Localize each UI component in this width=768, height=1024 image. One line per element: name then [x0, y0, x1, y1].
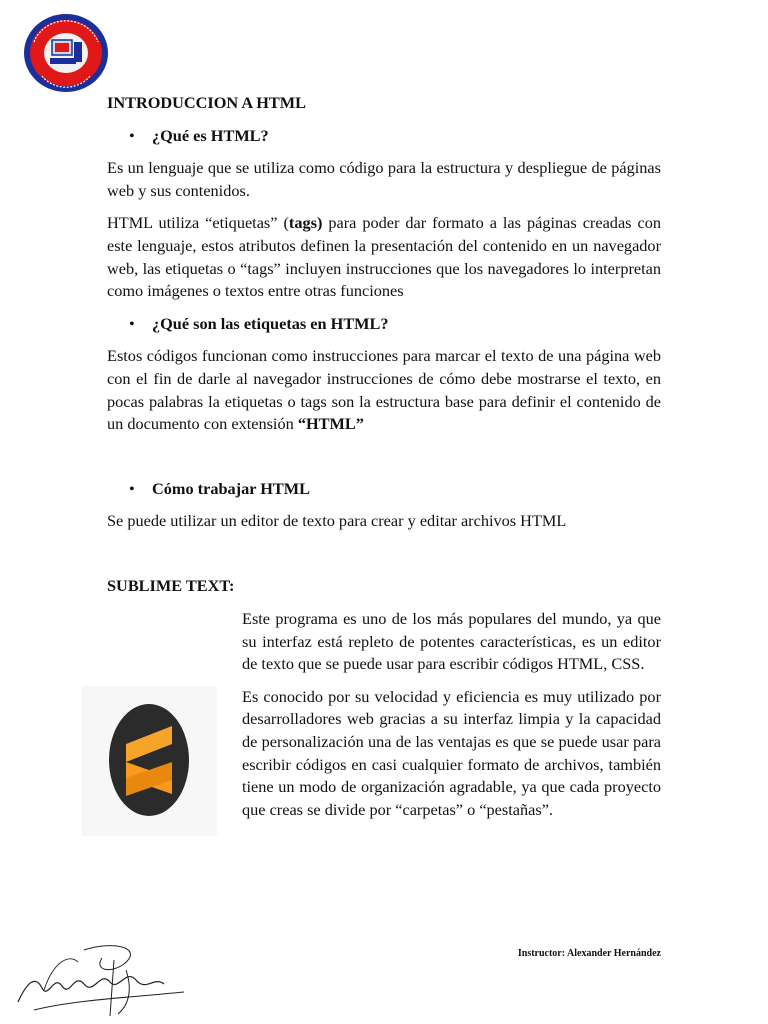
handwritten-signature-icon — [14, 940, 194, 1020]
page-title: INTRODUCCION A HTML — [107, 93, 307, 112]
paragraph-editor: Se puede utilizar un editor de texto para crear y editar archivos HTML — [107, 511, 567, 531]
sublime-description — [242, 608, 661, 821]
bullet-que-son-etiquetas: • ¿Qué son las etiquetas en HTML? — [107, 313, 661, 336]
sublime-paragraph-2: Es conocido por su velocidad y eficiencia es muy utilizado por desarrolladores web gracias a su interfaz limpia y la capacidad de personalización una de las ventajas es que se puede usar para escribir códigos en casi cualquier formato de archivos, también tiene un modo de organización agradable, ya que cada proyecto que creas se divide por “carpetas” o “pestañas”. — [242, 686, 661, 819]
main-content — [107, 92, 661, 598]
paragraph-etiquetas-text: Estos códigos funcionan como instrucciones para marcar el texto de una página web con el fin de darle al navegador instrucciones de cómo debe mostrarse el texto, en pocas palabras la etiquetas o tags son la estructura base para definir el contenido de un documento con extensión — [107, 346, 661, 434]
sublime-paragraph-1: Este programa es uno de los más populares del mundo, ya que su interfaz está repleto de potentes características, es un editor de texto que se puede usar para escribir códigos HTML, CSS. — [242, 609, 661, 674]
sublime-text-logo-icon — [82, 686, 217, 836]
computer-center-seal-icon — [22, 12, 110, 94]
paragraph-etiquetas-bold: “HTML” — [297, 414, 364, 434]
sublime-heading: SUBLIME TEXT: — [107, 575, 235, 595]
paragraph-definition: Es un lenguaje que se utiliza como código para la estructura y despliegue de páginas web y sus contenidos. — [107, 158, 661, 200]
paragraph-tags-bold: tags) — [288, 213, 323, 233]
paragraph-tags-pre: HTML utiliza “etiquetas” ( — [107, 213, 289, 233]
bullet-que-es-html: • ¿Qué es HTML? — [107, 125, 661, 148]
paragraph-tags — [107, 212, 661, 302]
instructor-credit: Instructor: Alexander Hernández — [517, 948, 661, 959]
bullet-como-trabajar: • Cómo trabajar HTML — [107, 478, 661, 501]
paragraph-etiquetas — [107, 345, 661, 435]
paragraph-tags-post: para poder dar formato a las páginas creadas con este lenguaje, estos atributos definen la presentación del contenido en un navegador web, las etiquetas o “tags” incluyen instrucciones que los navegadores lo interpretan como imágenes o textos entre otras funciones — [107, 213, 661, 301]
